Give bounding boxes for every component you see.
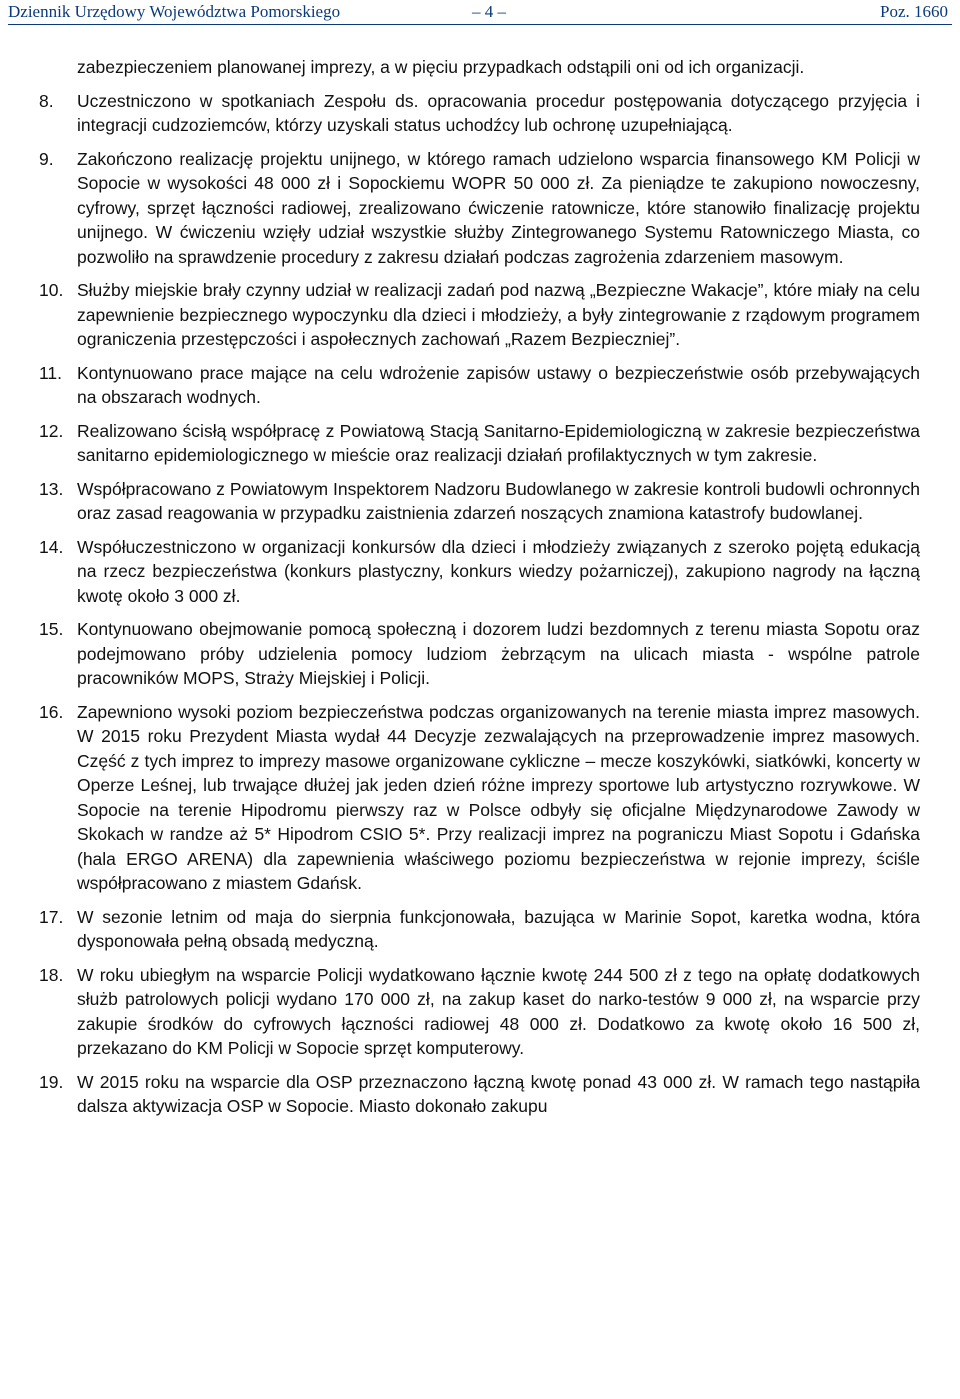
list-item xyxy=(39,147,920,270)
item-number: 17. xyxy=(39,906,64,927)
list-item xyxy=(39,89,920,138)
position-number: Poz. 1660 xyxy=(880,2,948,21)
item-text: Realizowano ścisłą współpracę z Powiatową Stacją Sanitarno-Epidemiologiczną w zakresie bezpieczeństwa sanitarno epidemiologicznego w mieście oraz realizacji działań profilaktycznych w tym zakresie. xyxy=(77,420,920,465)
item-text: Kontynuowano obejmowanie pomocą społeczną i dozorem ludzi bezdomnych z terenu miasta Sopotu oraz podejmowano próby udzielenia pomocy ludziom żebrzącym na ulicach miasta - wspólne patrole pracowników MOPS, Straży Miejskiej i Policji. xyxy=(77,619,920,688)
list-item xyxy=(39,477,920,526)
item-text: Uczestniczono w spotkaniach Zespołu ds. opracowania procedur postępowania dotyczącego przyjęcia i integracji cudzoziemców, którzy uzyskali status uchodźcy lub ochronę uzupełniającą. xyxy=(77,90,920,135)
item-text: Zapewniono wysoki poziom bezpieczeństwa podczas organizowanych na terenie miasta imprez masowych. W 2015 roku Prezydent Miasta wydał 44 Decyzje zezwalających na przeprowadzenie imprez masowych. Część z tych imprez to imprezy masowe organizowane cykliczne – mecze koszykówki, siatkówki, koncerty w Operze Leśnej, lub trwające dłużej jak jeden dzień różne imprezy sportowe lub artystyczno rozrywkowe. W Sopocie na terenie Hipodromu pierwszy raz w Polsce odbyły się oficjalne Międzynarodowe Zawody w Skokach w randze aż 5* Hipodrom CSIO 5*. Przy realizacji imprez na pograniczu Miast Sopotu i Gdańska (hala ERGO ARENA) dla zapewnienia właściwego poziomu bezpieczeństwa w rejonie imprezy, ściśle współpracowano z miastem Gdańsk. xyxy=(77,701,920,893)
document-body xyxy=(39,55,920,1128)
item-number: 19. xyxy=(39,1071,64,1092)
item-text: Służby miejskie brały czynny udział w realizacji zadań pod nazwą „Bezpieczne Wakacje”, które miały na celu zapewnienie bezpiecznego wypoczynku dla dzieci i młodzieży, a były zintegrowanie z rządowym programem ograniczenia przestępczości i aspołecznych zachowań „Razem Bezpieczniej”. xyxy=(77,280,920,349)
item-number: 11. xyxy=(39,362,63,383)
item-number: 15. xyxy=(39,619,64,639)
page-header xyxy=(8,0,952,24)
list-item xyxy=(39,535,920,609)
item-text: W sezonie letnim od maja do sierpnia funkcjonowała, bazująca w Marinie Sopot, karetka wodna, która dysponowała pełną obsadą medyczną. xyxy=(77,906,920,951)
item-text: Zakończono realizację projektu unijnego, w którego ramach udzielono wsparcia finansowego KM Policji w Sopocie w wysokości 48 000 zł i Sopockiemu WOPR 50 000 zł. Za pieniądze te zakupiono nowoczesny, cyfrowy, sprzęt łączności radiowej, zrealizowano ćwiczenie ratownicze, które stanowiło finalizację projektu unijnego. W ćwiczeniu wzięły udział wszystkie służby Zintegrowanego Systemu Ratowniczego Miasta, co pozwoliło na sprawdzenie procedury z zakresu działań podczas zagrożenia zdarzeniem masowym. xyxy=(77,148,920,267)
page-number: – 4 – xyxy=(472,2,506,21)
item-number: 10. xyxy=(39,280,64,300)
header-divider xyxy=(8,24,952,25)
continued-paragraph: zabezpieczeniem planowanej imprezy, a w pięciu przypadkach odstąpili oni od ich organizacji. xyxy=(77,57,805,77)
list-item xyxy=(39,617,920,691)
list-item xyxy=(39,700,920,896)
list-item xyxy=(39,419,920,468)
list-item xyxy=(39,1070,920,1119)
item-number: 9. xyxy=(39,148,54,169)
item-text: Kontynuowano prace mające na celu wdrożenie zapisów ustawy o bezpieczeństwie osób przebywających na obszarach wodnych. xyxy=(77,362,920,407)
item-text: W 2015 roku na wsparcie dla OSP przeznaczono łączną kwotę ponad 43 000 zł. W ramach tego nastąpiła dalsza aktywizacja OSP w Sopocie. Miasto dokonało zakupu xyxy=(77,1071,920,1116)
item-number: 14. xyxy=(39,536,64,557)
list-item xyxy=(39,361,920,410)
item-number: 13. xyxy=(39,478,64,499)
item-number: 16. xyxy=(39,701,64,722)
item-text: Współpracowano z Powiatowym Inspektorem Nadzoru Budowlanego w zakresie kontroli budowli ochronnych oraz zasad reagowania w przypadku zaistnienia zdarzeń noszących znamiona katastrofy budowlanej. xyxy=(77,478,920,523)
item-number: 8. xyxy=(39,90,54,111)
journal-title: Dziennik Urzędowy Województwa Pomorskiego xyxy=(8,2,341,21)
item-text: W roku ubiegłym na wsparcie Policji wydatkowano łącznie kwotę 244 500 zł z tego na opłatę dodatkowych służb patrolowych policji wydano 170 000 zł, na zakup kaset do narko-testów 9 000 zł, na wsparcie przy zakupie środków do cyfrowych łączności radiowej 48 000 zł. Dodatkowo za kwotę około 16 500 zł, przekazano do KM Policji w Sopocie sprzęt komputerowy. xyxy=(77,964,920,1058)
item-number: 12. xyxy=(39,420,64,441)
item-number: 18. xyxy=(39,964,64,985)
list-item xyxy=(39,905,920,954)
item-text: Współuczestniczono w organizacji konkursów dla dzieci i młodzieży związanych z szeroko pojętą edukacją na rzecz bezpieczeństwa (konkurs plastyczny, konkurs wiedzy pożarniczej), zakupiono nagrody na łączną kwotę około 3 000 zł. xyxy=(77,536,920,606)
list-item xyxy=(39,963,920,1061)
list-item xyxy=(39,278,920,352)
